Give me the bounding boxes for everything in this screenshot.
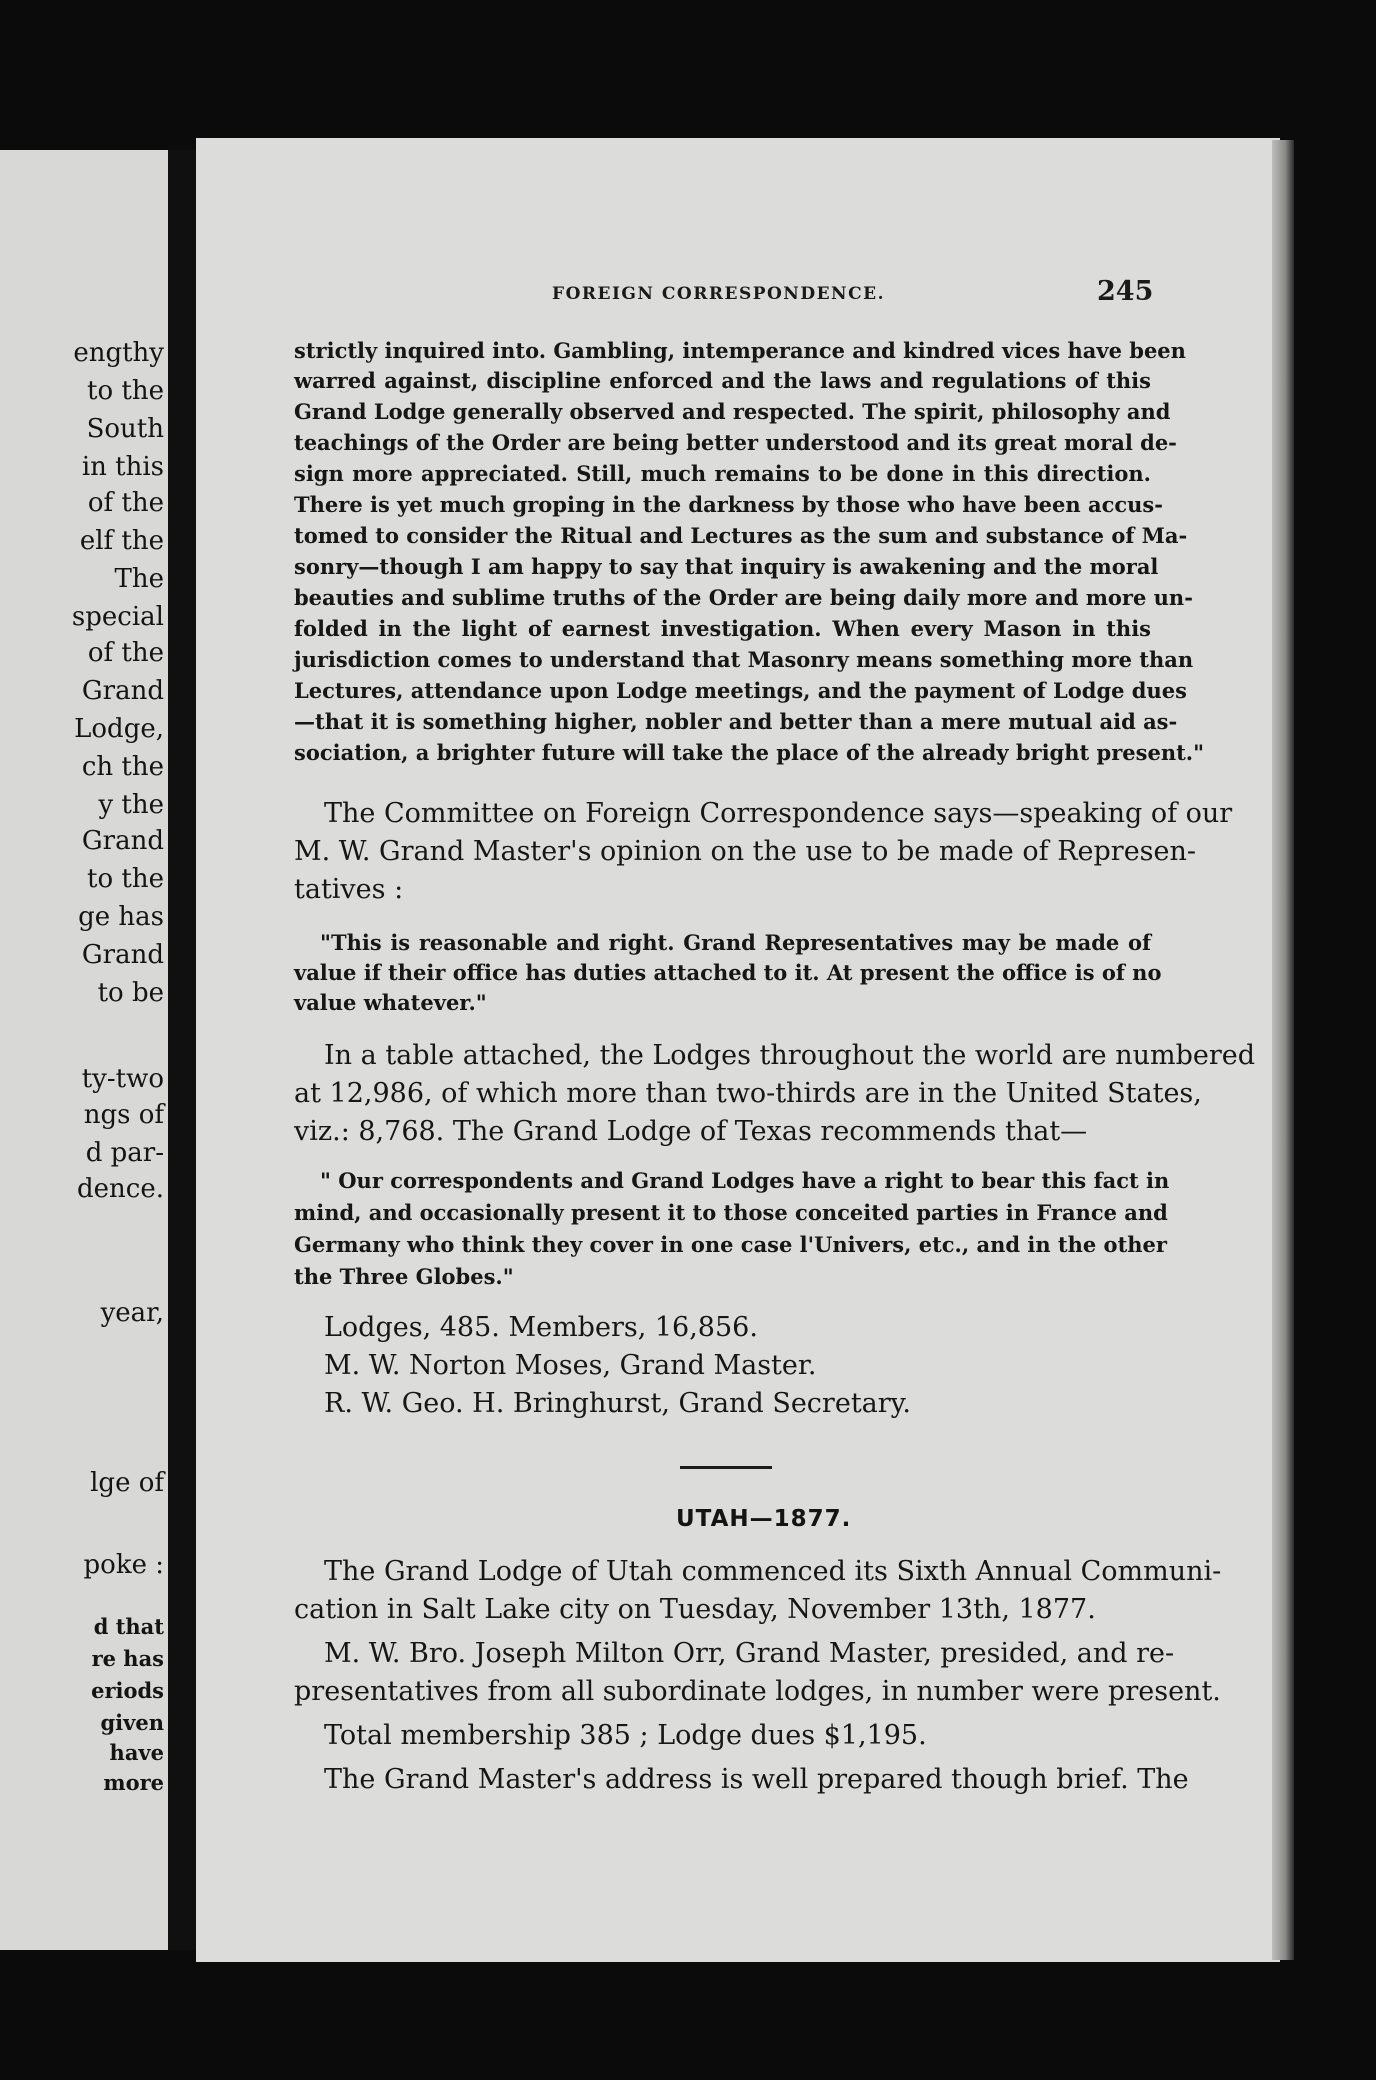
quote-line: warred against, discipline enforced and the laws and regulations of this bbox=[294, 368, 1151, 393]
left-line: lge of bbox=[90, 1468, 164, 1498]
stats-line: Lodges, 485. Members, 16,856. bbox=[324, 1312, 758, 1343]
left-line: South bbox=[86, 414, 164, 444]
body-line: viz.: 8,768. The Grand Lodge of Texas recommends that— bbox=[294, 1116, 1088, 1147]
left-line: to the bbox=[87, 376, 164, 406]
body-line: The Grand Master's address is well prepared though brief. The bbox=[324, 1764, 1189, 1795]
quote-line: —that it is something higher, nobler and better than a mere mutual aid as- bbox=[294, 709, 1178, 734]
quote-line: Germany who think they cover in one case l'Univers, etc., and in the other bbox=[294, 1232, 1167, 1257]
left-line: of the bbox=[87, 638, 164, 668]
left-line: Lodge, bbox=[74, 714, 164, 744]
running-head: FOREIGN CORRESPONDENCE. bbox=[552, 284, 885, 304]
left-line: Grand bbox=[81, 676, 164, 706]
page-header bbox=[197, 276, 1154, 316]
right-page bbox=[196, 138, 1280, 1962]
left-line: eriods bbox=[91, 1678, 164, 1703]
body-line: The Committee on Foreign Correspondence says—speaking of our bbox=[324, 798, 1233, 829]
section-title: UTAH—1877. bbox=[676, 1506, 852, 1532]
quote-line: the Three Globes." bbox=[294, 1264, 514, 1289]
left-line: elf the bbox=[79, 526, 164, 556]
left-line: in this bbox=[81, 452, 164, 482]
quote-line: " Our correspondents and Grand Lodges have a right to bear this fact in bbox=[320, 1168, 1170, 1193]
body-line: M. W. Bro. Joseph Milton Orr, Grand Master, presided, and re- bbox=[324, 1638, 1175, 1669]
left-line: re has bbox=[91, 1646, 164, 1671]
body-line: presentatives from all subordinate lodges, in number were present. bbox=[294, 1676, 1221, 1707]
quote-line: folded in the light of earnest investigation. When every Mason in this bbox=[294, 616, 1151, 641]
left-page-fragment bbox=[0, 150, 170, 1950]
body-line: at 12,986, of which more than two-thirds are in the United States, bbox=[294, 1078, 1202, 1109]
quote-line: value whatever." bbox=[294, 990, 487, 1015]
stats-line: M. W. Norton Moses, Grand Master. bbox=[324, 1350, 817, 1381]
body-line: tatives : bbox=[294, 874, 404, 905]
quote-line: mind, and occasionally present it to those conceited parties in France and bbox=[294, 1200, 1168, 1225]
left-line: special bbox=[71, 602, 164, 632]
page-number: 245 bbox=[1097, 276, 1154, 307]
quote-line: "This is reasonable and right. Grand Representatives may be made of bbox=[320, 930, 1151, 955]
left-line: d par- bbox=[85, 1138, 164, 1168]
quote-line: sign more appreciated. Still, much remains to be done in this direction. bbox=[294, 461, 1151, 486]
body-line: cation in Salt Lake city on Tuesday, November 13th, 1877. bbox=[294, 1594, 1096, 1625]
left-line: ge has bbox=[78, 902, 164, 932]
left-line: ch the bbox=[81, 752, 164, 782]
quote-line: sonry—though I am happy to say that inquiry is awakening and the moral bbox=[294, 554, 1159, 579]
left-line: of the bbox=[87, 488, 164, 518]
section-divider bbox=[680, 1466, 772, 1469]
left-line: year, bbox=[100, 1298, 164, 1328]
left-line: to be bbox=[97, 978, 164, 1008]
left-line: Grand bbox=[81, 826, 164, 856]
left-line: Grand bbox=[81, 940, 164, 970]
left-line: dence. bbox=[77, 1174, 164, 1204]
page-edge-shadow bbox=[1272, 140, 1294, 1960]
left-line: poke : bbox=[83, 1550, 164, 1580]
stats-line: R. W. Geo. H. Bringhurst, Grand Secretary. bbox=[324, 1388, 911, 1419]
body-line: In a table attached, the Lodges throughout the world are numbered bbox=[324, 1040, 1256, 1071]
quote-line: teachings of the Order are being better understood and its great moral de- bbox=[294, 430, 1177, 455]
body-line: The Grand Lodge of Utah commenced its Sixth Annual Communi- bbox=[324, 1556, 1222, 1587]
left-line: The bbox=[114, 564, 164, 594]
book-gutter bbox=[168, 150, 198, 1950]
quote-line: beauties and sublime truths of the Order are being daily more and more un- bbox=[294, 585, 1193, 610]
left-line: y the bbox=[98, 790, 164, 820]
quote-line: strictly inquired into. Gambling, intemperance and kindred vices have been bbox=[294, 338, 1186, 363]
quote-line: Grand Lodge generally observed and respected. The spirit, philosophy and bbox=[294, 399, 1171, 424]
left-line: ty-two bbox=[81, 1064, 164, 1094]
quote-line: There is yet much groping in the darkness by those who have been accus- bbox=[294, 492, 1163, 517]
left-line: to the bbox=[87, 864, 164, 894]
body-line: Total membership 385 ; Lodge dues $1,195. bbox=[324, 1720, 927, 1751]
quote-line: value if their office has duties attached to it. At present the office is of no bbox=[294, 960, 1162, 985]
left-line: given bbox=[100, 1710, 164, 1735]
quote-line: tomed to consider the Ritual and Lectures as the sum and substance of Ma- bbox=[294, 523, 1188, 548]
quote-line: jurisdiction comes to understand that Masonry means something more than bbox=[294, 647, 1194, 672]
left-line: d that bbox=[93, 1614, 164, 1639]
left-line: more bbox=[103, 1770, 164, 1795]
quote-line: sociation, a brighter future will take the place of the already bright present." bbox=[294, 740, 1205, 765]
body-line: M. W. Grand Master's opinion on the use to be made of Represen- bbox=[294, 836, 1197, 867]
left-line: ngs of bbox=[83, 1100, 164, 1130]
left-line: engthy bbox=[73, 338, 164, 368]
quote-line: Lectures, attendance upon Lodge meetings, and the payment of Lodge dues bbox=[294, 678, 1187, 703]
left-line: have bbox=[109, 1740, 164, 1765]
